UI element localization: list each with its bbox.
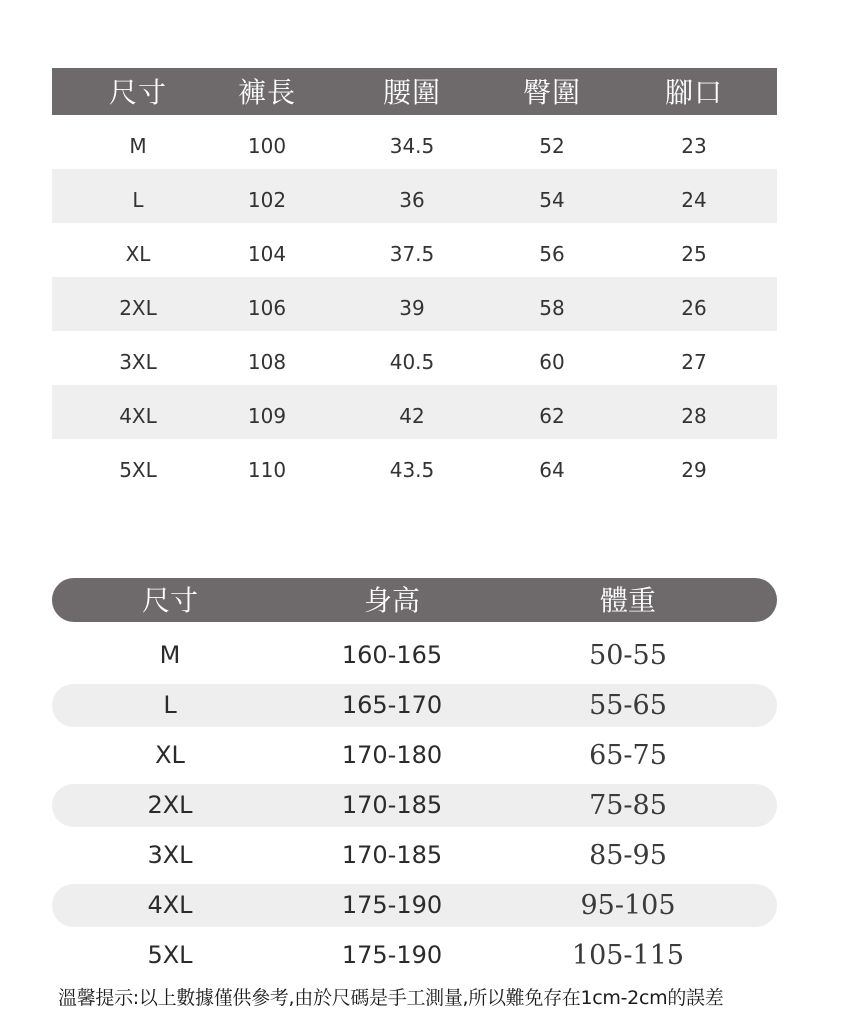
table-row bbox=[52, 439, 777, 493]
size-cell: 4XL bbox=[119, 404, 157, 428]
hip-cell: 54 bbox=[539, 188, 565, 212]
weight-cell: 55-65 bbox=[589, 690, 667, 721]
size-cell: 3XL bbox=[119, 350, 157, 374]
size-cell: 2XL bbox=[147, 791, 193, 819]
measurement-table-header bbox=[52, 68, 777, 115]
size-cell: M bbox=[129, 134, 147, 158]
hem-cell: 26 bbox=[681, 296, 707, 320]
hip-cell: 56 bbox=[539, 242, 565, 266]
length-cell: 102 bbox=[247, 188, 287, 212]
header-weight: 體重 bbox=[599, 584, 657, 617]
weight-cell: 75-85 bbox=[589, 790, 667, 821]
hip-cell: 58 bbox=[539, 296, 565, 320]
length-cell: 110 bbox=[247, 458, 287, 482]
waist-cell: 37.5 bbox=[389, 242, 435, 266]
weight-cell: 95-105 bbox=[580, 890, 676, 921]
table-row bbox=[52, 934, 777, 977]
table-row bbox=[52, 634, 777, 677]
waist-cell: 39 bbox=[399, 296, 425, 320]
weight-cell: 50-55 bbox=[589, 640, 667, 671]
hip-cell: 52 bbox=[539, 134, 565, 158]
hem-cell: 29 bbox=[681, 458, 707, 482]
size-cell: XL bbox=[125, 242, 151, 266]
table-row bbox=[52, 331, 777, 385]
length-cell: 106 bbox=[247, 296, 287, 320]
height-cell: 170-180 bbox=[341, 741, 443, 769]
table-row bbox=[52, 277, 777, 331]
length-cell: 109 bbox=[247, 404, 287, 428]
hip-cell: 60 bbox=[539, 350, 565, 374]
hip-cell: 62 bbox=[539, 404, 565, 428]
table-row bbox=[52, 734, 777, 777]
height-cell: 170-185 bbox=[341, 841, 443, 869]
length-cell: 100 bbox=[247, 134, 287, 158]
table-row bbox=[52, 834, 777, 877]
size-recommendation-table bbox=[52, 578, 777, 984]
size-cell: L bbox=[132, 188, 144, 212]
size-cell: 5XL bbox=[147, 941, 193, 969]
hip-cell: 64 bbox=[539, 458, 565, 482]
header-length: 褲長 bbox=[237, 76, 297, 109]
recommendation-table-header bbox=[52, 578, 777, 622]
header-size: 尺寸 bbox=[141, 584, 199, 617]
header-height: 身高 bbox=[363, 584, 421, 617]
size-cell: L bbox=[163, 691, 177, 719]
header-waist: 腰圍 bbox=[382, 76, 442, 109]
hem-cell: 24 bbox=[681, 188, 707, 212]
header-size: 尺寸 bbox=[108, 76, 168, 109]
size-cell: 5XL bbox=[119, 458, 157, 482]
hem-cell: 27 bbox=[681, 350, 707, 374]
size-cell: M bbox=[159, 641, 181, 669]
waist-cell: 36 bbox=[399, 188, 425, 212]
measurement-note: 溫馨提示:以上數據僅供參考,由於尺碼是手工測量,所以難免存在1cm-2cm的誤差 bbox=[58, 987, 724, 1009]
height-cell: 175-190 bbox=[341, 941, 443, 969]
hem-cell: 28 bbox=[681, 404, 707, 428]
height-cell: 175-190 bbox=[341, 891, 443, 919]
height-cell: 165-170 bbox=[341, 691, 443, 719]
header-hip: 臀圍 bbox=[522, 76, 582, 109]
table-row bbox=[52, 884, 777, 927]
table-row bbox=[52, 385, 777, 439]
waist-cell: 34.5 bbox=[389, 134, 435, 158]
size-cell: 3XL bbox=[147, 841, 193, 869]
weight-cell: 85-95 bbox=[589, 840, 667, 871]
size-cell: 4XL bbox=[147, 891, 193, 919]
length-cell: 108 bbox=[247, 350, 287, 374]
table-row bbox=[52, 784, 777, 827]
size-cell: XL bbox=[155, 741, 185, 769]
hem-cell: 23 bbox=[681, 134, 707, 158]
table-row bbox=[52, 169, 777, 223]
size-cell: 2XL bbox=[119, 296, 157, 320]
measurement-table bbox=[52, 68, 777, 493]
hem-cell: 25 bbox=[681, 242, 707, 266]
waist-cell: 40.5 bbox=[389, 350, 435, 374]
header-hem: 腳口 bbox=[664, 76, 724, 109]
weight-cell: 65-75 bbox=[589, 740, 667, 771]
length-cell: 104 bbox=[247, 242, 287, 266]
waist-cell: 42 bbox=[399, 404, 425, 428]
table-row bbox=[52, 115, 777, 169]
height-cell: 170-185 bbox=[341, 791, 443, 819]
weight-cell: 105-115 bbox=[571, 940, 685, 971]
height-cell: 160-165 bbox=[341, 641, 443, 669]
table-row bbox=[52, 684, 777, 727]
table-row bbox=[52, 223, 777, 277]
waist-cell: 43.5 bbox=[389, 458, 435, 482]
